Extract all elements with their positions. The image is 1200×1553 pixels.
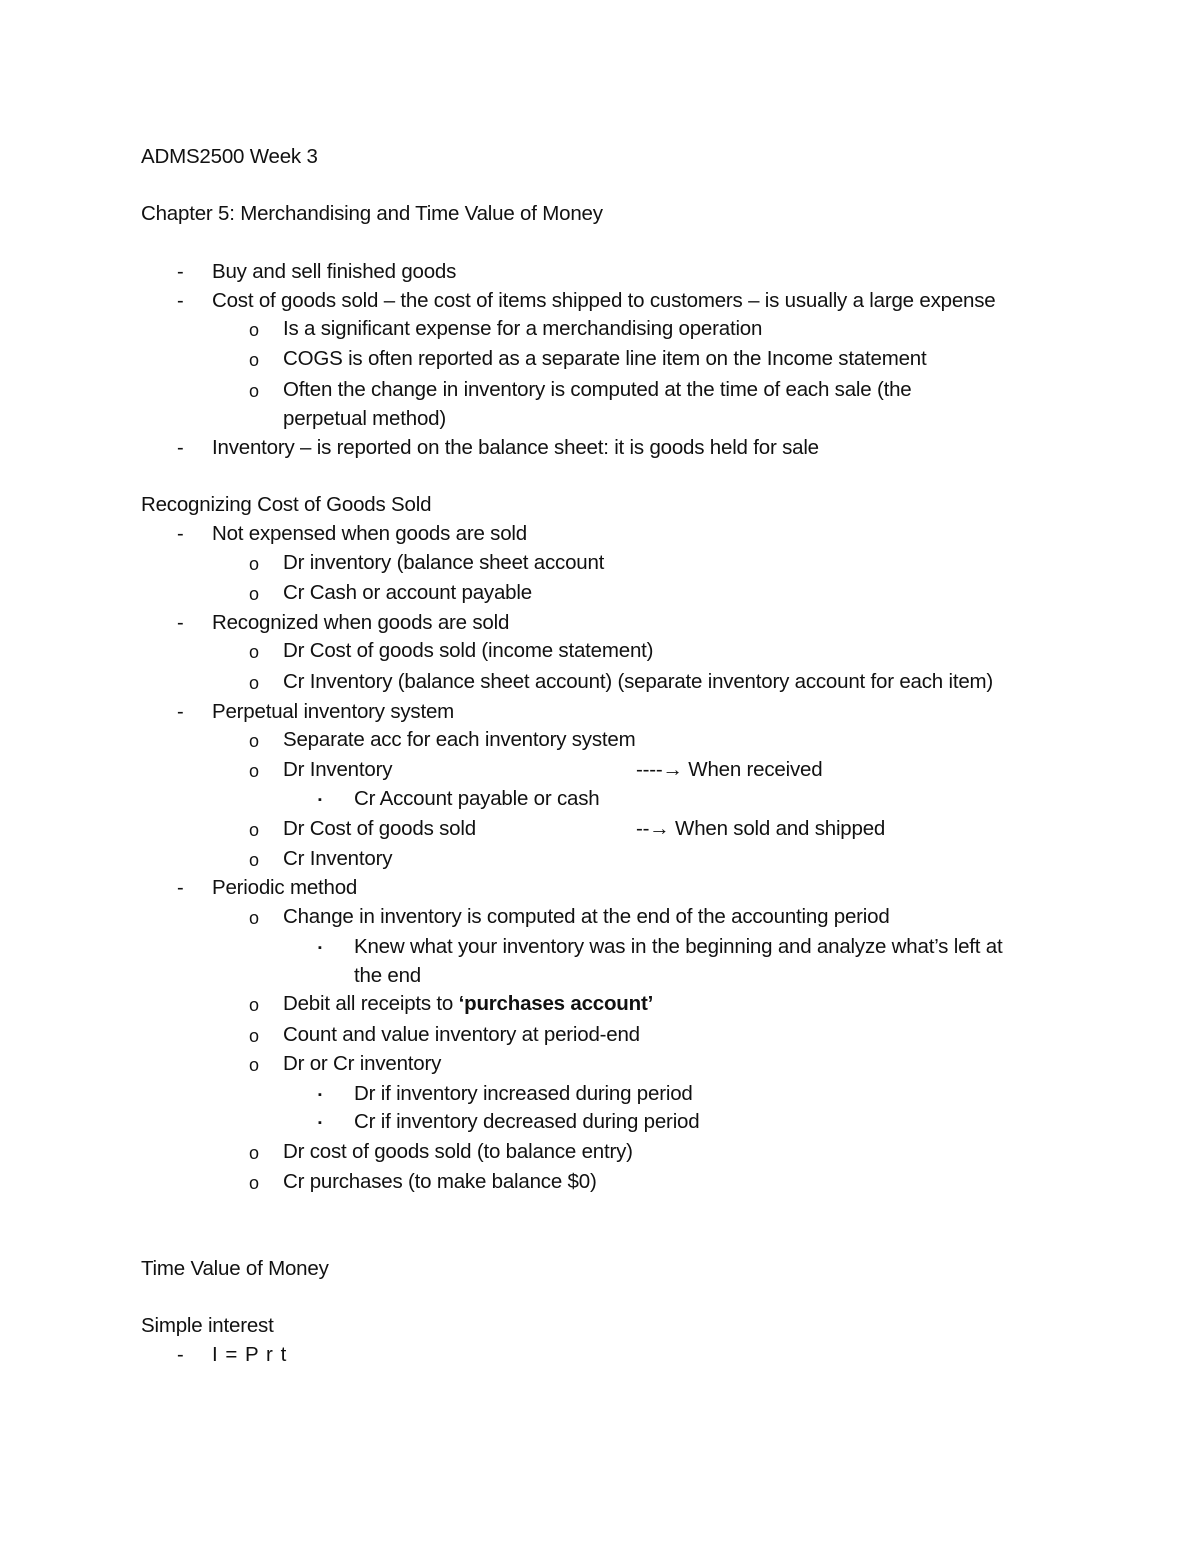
list-item: Cr Inventory [283,847,393,870]
bullet-dash: - [177,701,184,723]
formula: I = P r t [212,1343,288,1366]
bullet-circle: o [249,381,260,401]
bullet-square: ▪ [318,942,322,954]
list-item: Cr Account payable or cash [354,787,600,810]
bullet-circle: o [249,673,260,693]
arrow-note: ----→ When received [636,758,823,781]
section-heading: Simple interest [141,1314,274,1337]
bullet-dash: - [177,612,184,634]
list-item: Separate acc for each inventory system [283,728,636,751]
purchases-account-emphasis: ‘purchases account’ [458,992,654,1015]
bullet-dash: - [177,437,184,459]
bullet-dash: - [177,261,184,283]
bullet-dash: - [177,523,184,545]
list-item: Dr inventory (balance sheet account [283,551,605,574]
bullet-circle: o [249,1143,260,1163]
bullet-circle: o [249,642,260,662]
list-item: Perpetual inventory system [212,700,455,723]
list-item: Count and value inventory at period-end [283,1023,640,1046]
bullet-circle: o [249,731,260,751]
list-item: Dr Inventory [283,758,393,781]
bullet-circle: o [249,350,260,370]
bullet-square: ▪ [318,794,322,806]
bullet-circle: o [249,850,260,870]
list-item: Knew what your inventory was in the beginning and analyze what’s left at [354,935,1003,958]
bullet-circle: o [249,761,260,781]
list-item: Dr if inventory increased during period [354,1082,693,1105]
bullet-circle: o [249,1173,260,1193]
section-heading: Recognizing Cost of Goods Sold [141,493,432,516]
bullet-circle: o [249,995,260,1015]
bullet-circle: o [249,820,260,840]
list-item-continuation: the end [354,964,421,987]
list-item: COGS is often reported as a separate line item on the Income statement [283,347,927,370]
arrow-note: --→ When sold and shipped [636,817,886,840]
debit-prefix: Debit all receipts to [283,992,459,1015]
list-item: Dr Cost of goods sold (income statement) [283,639,654,662]
list-item: Dr cost of goods sold (to balance entry) [283,1140,633,1163]
list-item: Dr Cost of goods sold [283,817,476,840]
list-item: Periodic method [212,876,358,899]
list-item: Is a significant expense for a merchandising operation [283,317,763,340]
chapter-heading: Chapter 5: Merchandising and Time Value of Money [141,202,603,225]
bullet-circle: o [249,554,260,574]
list-item: Not expensed when goods are sold [212,522,527,545]
section-heading: Time Value of Money [141,1257,329,1280]
bullet-dash: - [177,290,184,312]
bullet-dash: - [177,1344,184,1366]
bullet-square: ▪ [318,1089,322,1101]
list-item: Recognized when goods are sold [212,611,510,634]
list-item: Dr or Cr inventory [283,1052,442,1075]
bullet-circle: o [249,584,260,604]
bullet-circle: o [249,1055,260,1075]
list-item: Cr purchases (to make balance $0) [283,1170,597,1193]
list-item: Cr Inventory (balance sheet account) (separate inventory account for each item) [283,670,994,693]
list-item: Cr Cash or account payable [283,581,532,604]
bullet-circle: o [249,320,260,340]
list-item-continuation: perpetual method) [283,407,446,430]
list-item: Inventory – is reported on the balance sheet: it is goods held for sale [212,436,819,459]
bullet-square: ▪ [318,1117,322,1129]
bullet-dash: - [177,877,184,899]
list-item [283,992,653,1016]
bullet-circle: o [249,908,260,928]
list-item: Cr if inventory decreased during period [354,1110,700,1133]
document-title: ADMS2500 Week 3 [141,145,318,168]
list-item: Often the change in inventory is computed at the time of each sale (the [283,378,912,401]
list-item: Buy and sell finished goods [212,260,457,283]
bullet-circle: o [249,1026,260,1046]
list-item: Cost of goods sold – the cost of items shipped to customers – is usually a large expense [212,289,996,312]
list-item: Change in inventory is computed at the end of the accounting period [283,905,890,928]
